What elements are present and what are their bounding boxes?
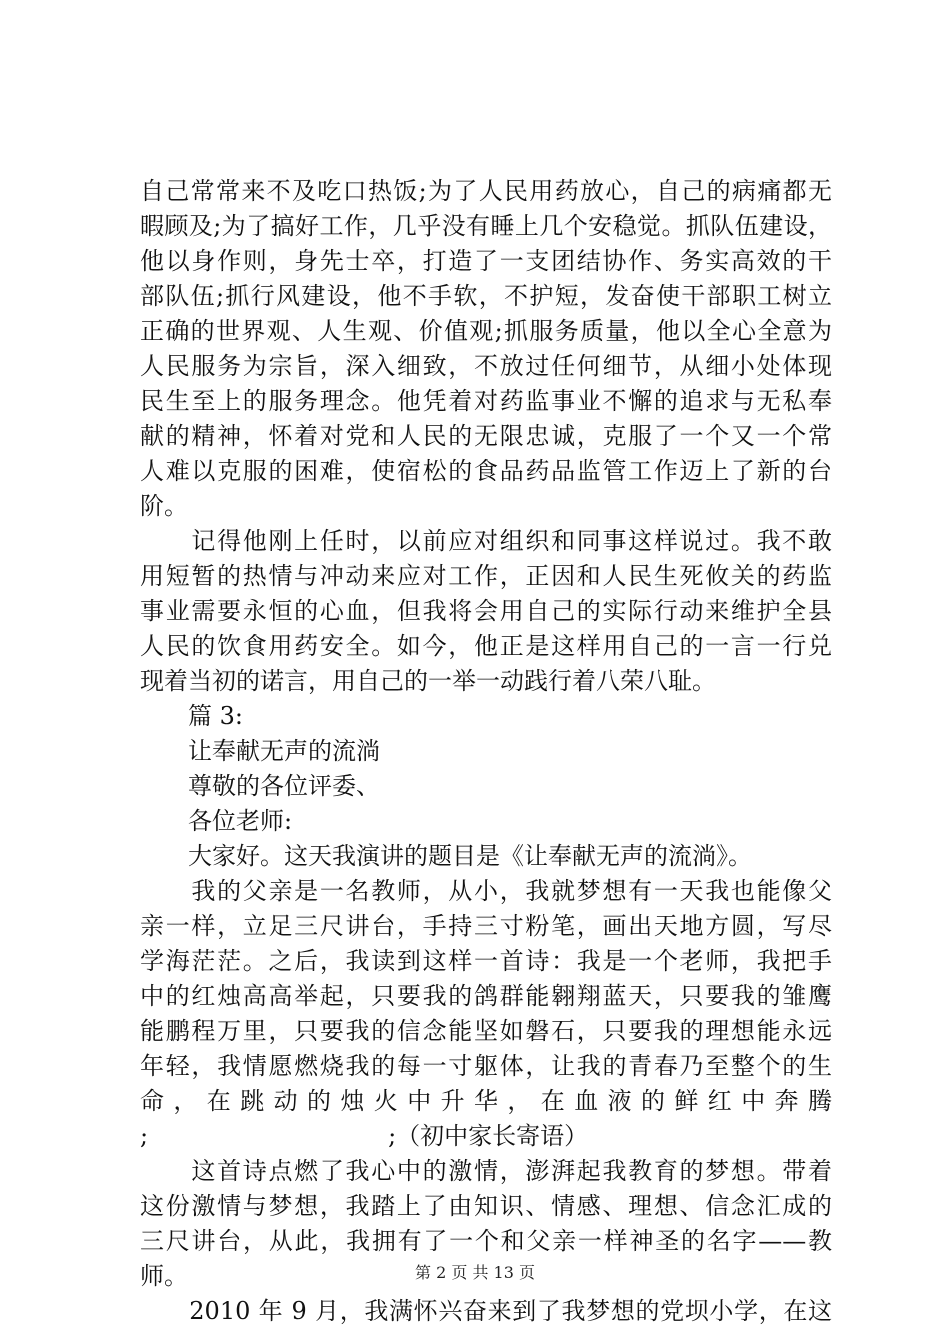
text-line: 记得他刚上任时，以前应对组织和同事这样说过。我不敢 (140, 527, 832, 555)
text-line: 这份激情与梦想，我踏上了由知识、情感、理想、信念汇成的 (140, 1192, 832, 1220)
text-line: ; ;（初中家长寄语） (140, 1122, 589, 1150)
text-line: 人民的饮食用药安全。如今，他正是这样用自己的一言一行兑 (140, 632, 832, 660)
text-line: 他以身作则，身先士卒，打造了一支团结协作、务实高效的干 (140, 247, 832, 275)
text-line: 献的精神，怀着对党和人民的无限忠诚，克服了一个又一个常 (140, 422, 832, 450)
salutation-line: 各位老师: (140, 807, 293, 835)
text-line: 用短暂的热情与冲动来应对工作，正因和人民生死攸关的药监 (140, 562, 832, 590)
text-line: 2010 年 9 月，我满怀兴奋来到了我梦想的党坝小学，在这 (140, 1297, 832, 1325)
text-line: 事业需要永恒的心血，但我将会用自己的实际行动来维护全县 (140, 597, 832, 625)
text-line: 亲一样，立足三尺讲台，手持三寸粉笔，画出天地方圆，写尽 (140, 912, 832, 940)
text-line: 命 ， 在 跳 动 的 烛 火 中 升 华 ， 在 血 液 的 鲜 红 中 奔 腾 (140, 1087, 832, 1115)
text-line: 阶。 (140, 492, 188, 520)
text-line: 现着当初的诺言，用自己的一举一动践行着八荣八耻。 (140, 667, 716, 695)
text-line: 人民服务为宗旨，深入细致，不放过任何细节，从细小处体现 (140, 352, 832, 380)
section-heading: 篇 3: (140, 702, 243, 730)
text-line: 师。 (140, 1262, 188, 1290)
speech-title: 让奉献无声的流淌 (140, 737, 380, 765)
text-line: 学海茫茫。之后，我读到这样一首诗：我是一个老师，我把手 (140, 947, 832, 975)
text-line: 自己常常来不及吃口热饭;为了人民用药放心，自己的病痛都无 (140, 177, 832, 205)
text-line: 民生至上的服务理念。他凭着对药监事业不懈的追求与无私奉 (140, 387, 832, 415)
text-line: 大家好。这天我演讲的题目是《让奉献无声的流淌》。 (140, 842, 752, 870)
text-line: 我的父亲是一名教师，从小，我就梦想有一天我也能像父 (140, 877, 832, 905)
text-line: 暇顾及;为了搞好工作，几乎没有睡上几个安稳觉。抓队伍建设， (140, 212, 832, 240)
text-line: 能鹏程万里，只要我的信念能坚如磐石，只要我的理想能永远 (140, 1017, 832, 1045)
text-line: 人难以克服的困难，使宿松的食品药品监管工作迈上了新的台 (140, 457, 832, 485)
text-line: 中的红烛高高举起，只要我的鸽群能翱翔蓝天，只要我的雏鹰 (140, 982, 832, 1010)
text-line: 部队伍;抓行风建设，他不手软，不护短，发奋使干部职工树立 (140, 282, 832, 310)
text-line: 年轻，我情愿燃烧我的每一寸躯体，让我的青春乃至整个的生 (140, 1052, 832, 1080)
text-line: 正确的世界观、人生观、价值观;抓服务质量，他以全心全意为 (140, 317, 832, 345)
page-footer: 第 2 页 共 13 页 (415, 1263, 535, 1282)
salutation-line: 尊敬的各位评委、 (140, 772, 380, 800)
text-line: 三尺讲台，从此，我拥有了一个和父亲一样神圣的名字——教 (140, 1227, 832, 1255)
text-line: 这首诗点燃了我心中的激情，澎湃起我教育的梦想。带着 (140, 1157, 832, 1185)
